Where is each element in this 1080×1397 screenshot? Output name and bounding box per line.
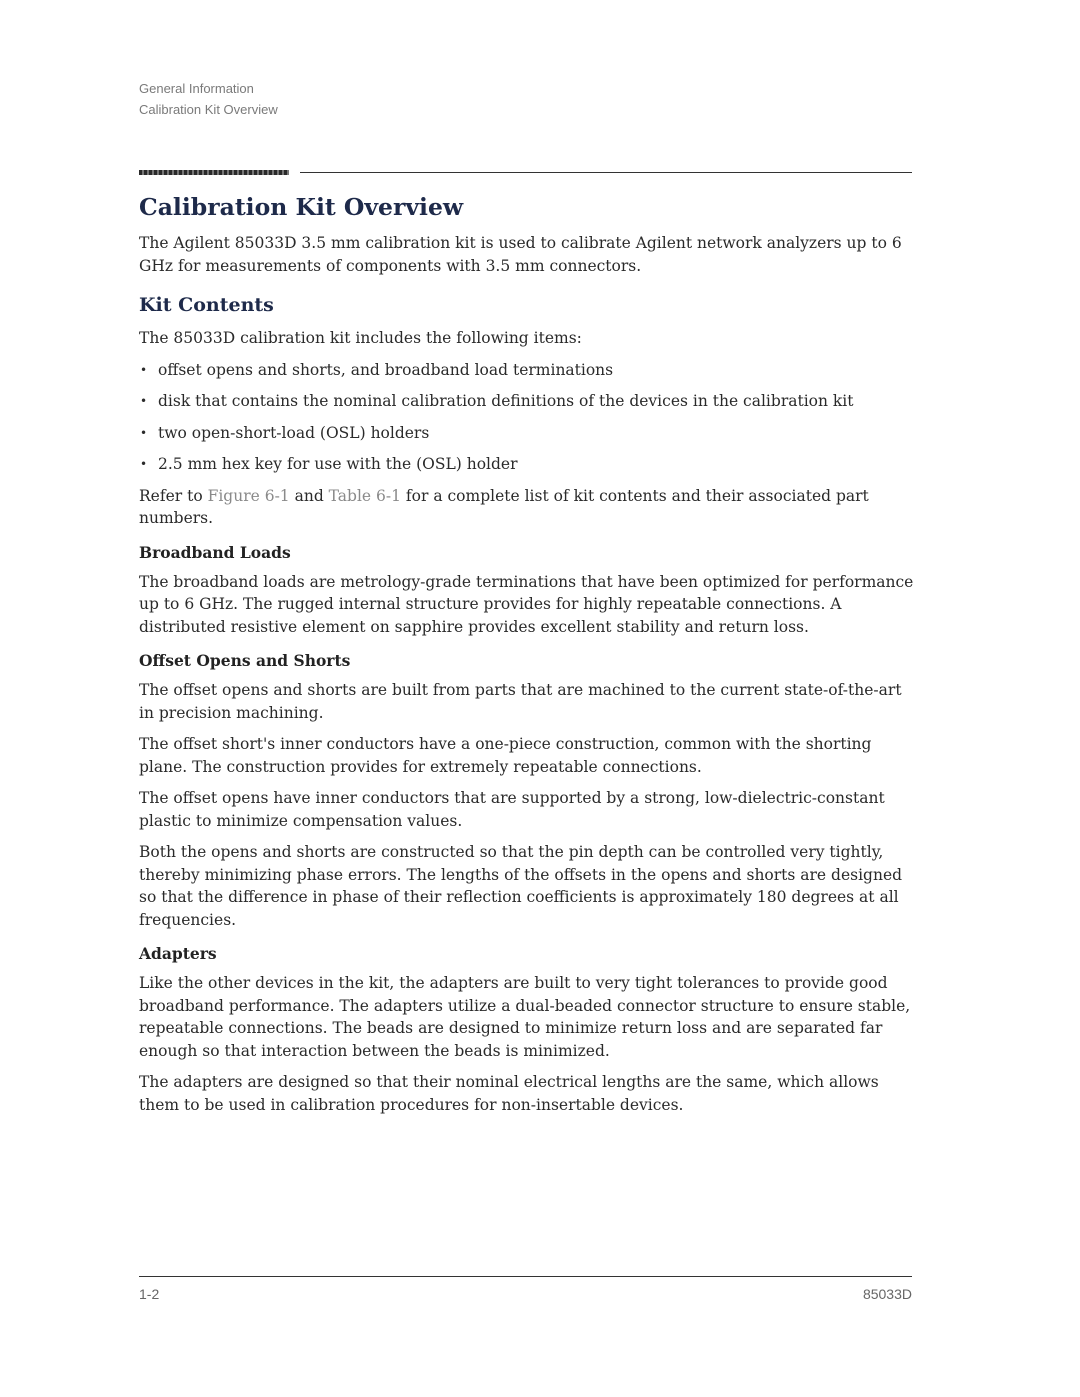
list-item: • two open-short-load (OSL) holders: [139, 422, 914, 445]
offset-paragraph-3: The offset opens have inner conductors that are supported by a strong, low-dielectric-constant plastic to minimize compensation values.: [139, 789, 885, 830]
header-rule: [300, 172, 912, 173]
adapters-paragraph-2: The adapters are designed so that their nominal electrical lengths are the same, which allows them to be used in calibration procedures for non-insertable devices.: [139, 1073, 879, 1114]
offset-paragraph-4: Both the opens and shorts are constructed so that the pin depth can be controlled very tightly, thereby minimizing phase errors. The lengths of the offsets in the opens and shorts are designed so that the difference in phase of their reflection coefficients is approximately 180 degrees at all frequencies.: [139, 843, 903, 929]
offset-paragraph-2: The offset short's inner conductors have a one-piece construction, common with the shorting plane. The construction provides for extremely repeatable connections.: [139, 735, 872, 776]
list-item: • disk that contains the nominal calibration definitions of the devices in the calibration kit: [139, 390, 914, 413]
adapters-paragraph-1: Like the other devices in the kit, the adapters are built to very tight tolerances to provide good broadband performance. The adapters utilize a dual-beaded connector structure to ensure stable, repeatable connections. The beads are designed to minimize return loss and are separated far enough so that interaction between the beads is minimized.: [139, 974, 911, 1060]
bullet-icon: •: [140, 362, 148, 377]
bullet-icon: •: [140, 457, 148, 471]
main-content: [139, 190, 914, 1125]
kit-contents-lead: The 85033D calibration kit includes the following items:: [139, 329, 582, 347]
page-number: 1-2: [139, 1286, 160, 1302]
list-item: • offset opens and shorts, and broadband load terminations: [139, 359, 914, 382]
bullet-icon: •: [140, 394, 148, 408]
offset-opens-shorts-heading: Offset Opens and Shorts: [139, 651, 351, 670]
section-marker-bar: [139, 170, 289, 175]
running-head: [139, 78, 278, 120]
offset-paragraph-1: The offset opens and shorts are built from parts that are machined to the current state-of-the-art in precision machining.: [139, 681, 902, 722]
running-head-section: Calibration Kit Overview: [139, 102, 278, 117]
footer-rule: [139, 1276, 912, 1277]
figure-link[interactable]: Figure 6-1: [207, 486, 290, 505]
kit-contents-heading: Kit Contents: [139, 294, 274, 316]
broadband-loads-paragraph: The broadband loads are metrology-grade terminations that have been optimized for performance up to 6 GHz. The rugged internal structure provides for highly repeatable connections. A distributed resistive element on sapphire provides excellent stability and return loss.: [139, 572, 914, 636]
model-number: 85033D: [862, 1286, 912, 1302]
list-item: • 2.5 mm hex key for use with the (OSL) holder: [139, 453, 914, 476]
adapters-heading: Adapters: [139, 944, 217, 963]
page-title: Calibration Kit Overview: [139, 193, 464, 221]
broadband-loads-heading: Broadband Loads: [139, 542, 291, 562]
table-link[interactable]: Table 6-1: [328, 486, 401, 505]
intro-paragraph: The Agilent 85033D 3.5 mm calibration kit is used to calibrate Agilent network analyzers up to 6 GHz for measurements of components with 3.5 mm connectors.: [139, 234, 902, 275]
kit-contents-list: [139, 359, 914, 476]
bullet-icon: •: [140, 425, 148, 440]
refer-paragraph: Refer to Figure 6-1 and Table 6-1 for a complete list of kit contents and their associated part numbers.: [139, 486, 869, 527]
running-head-chapter: General Information: [139, 81, 254, 96]
